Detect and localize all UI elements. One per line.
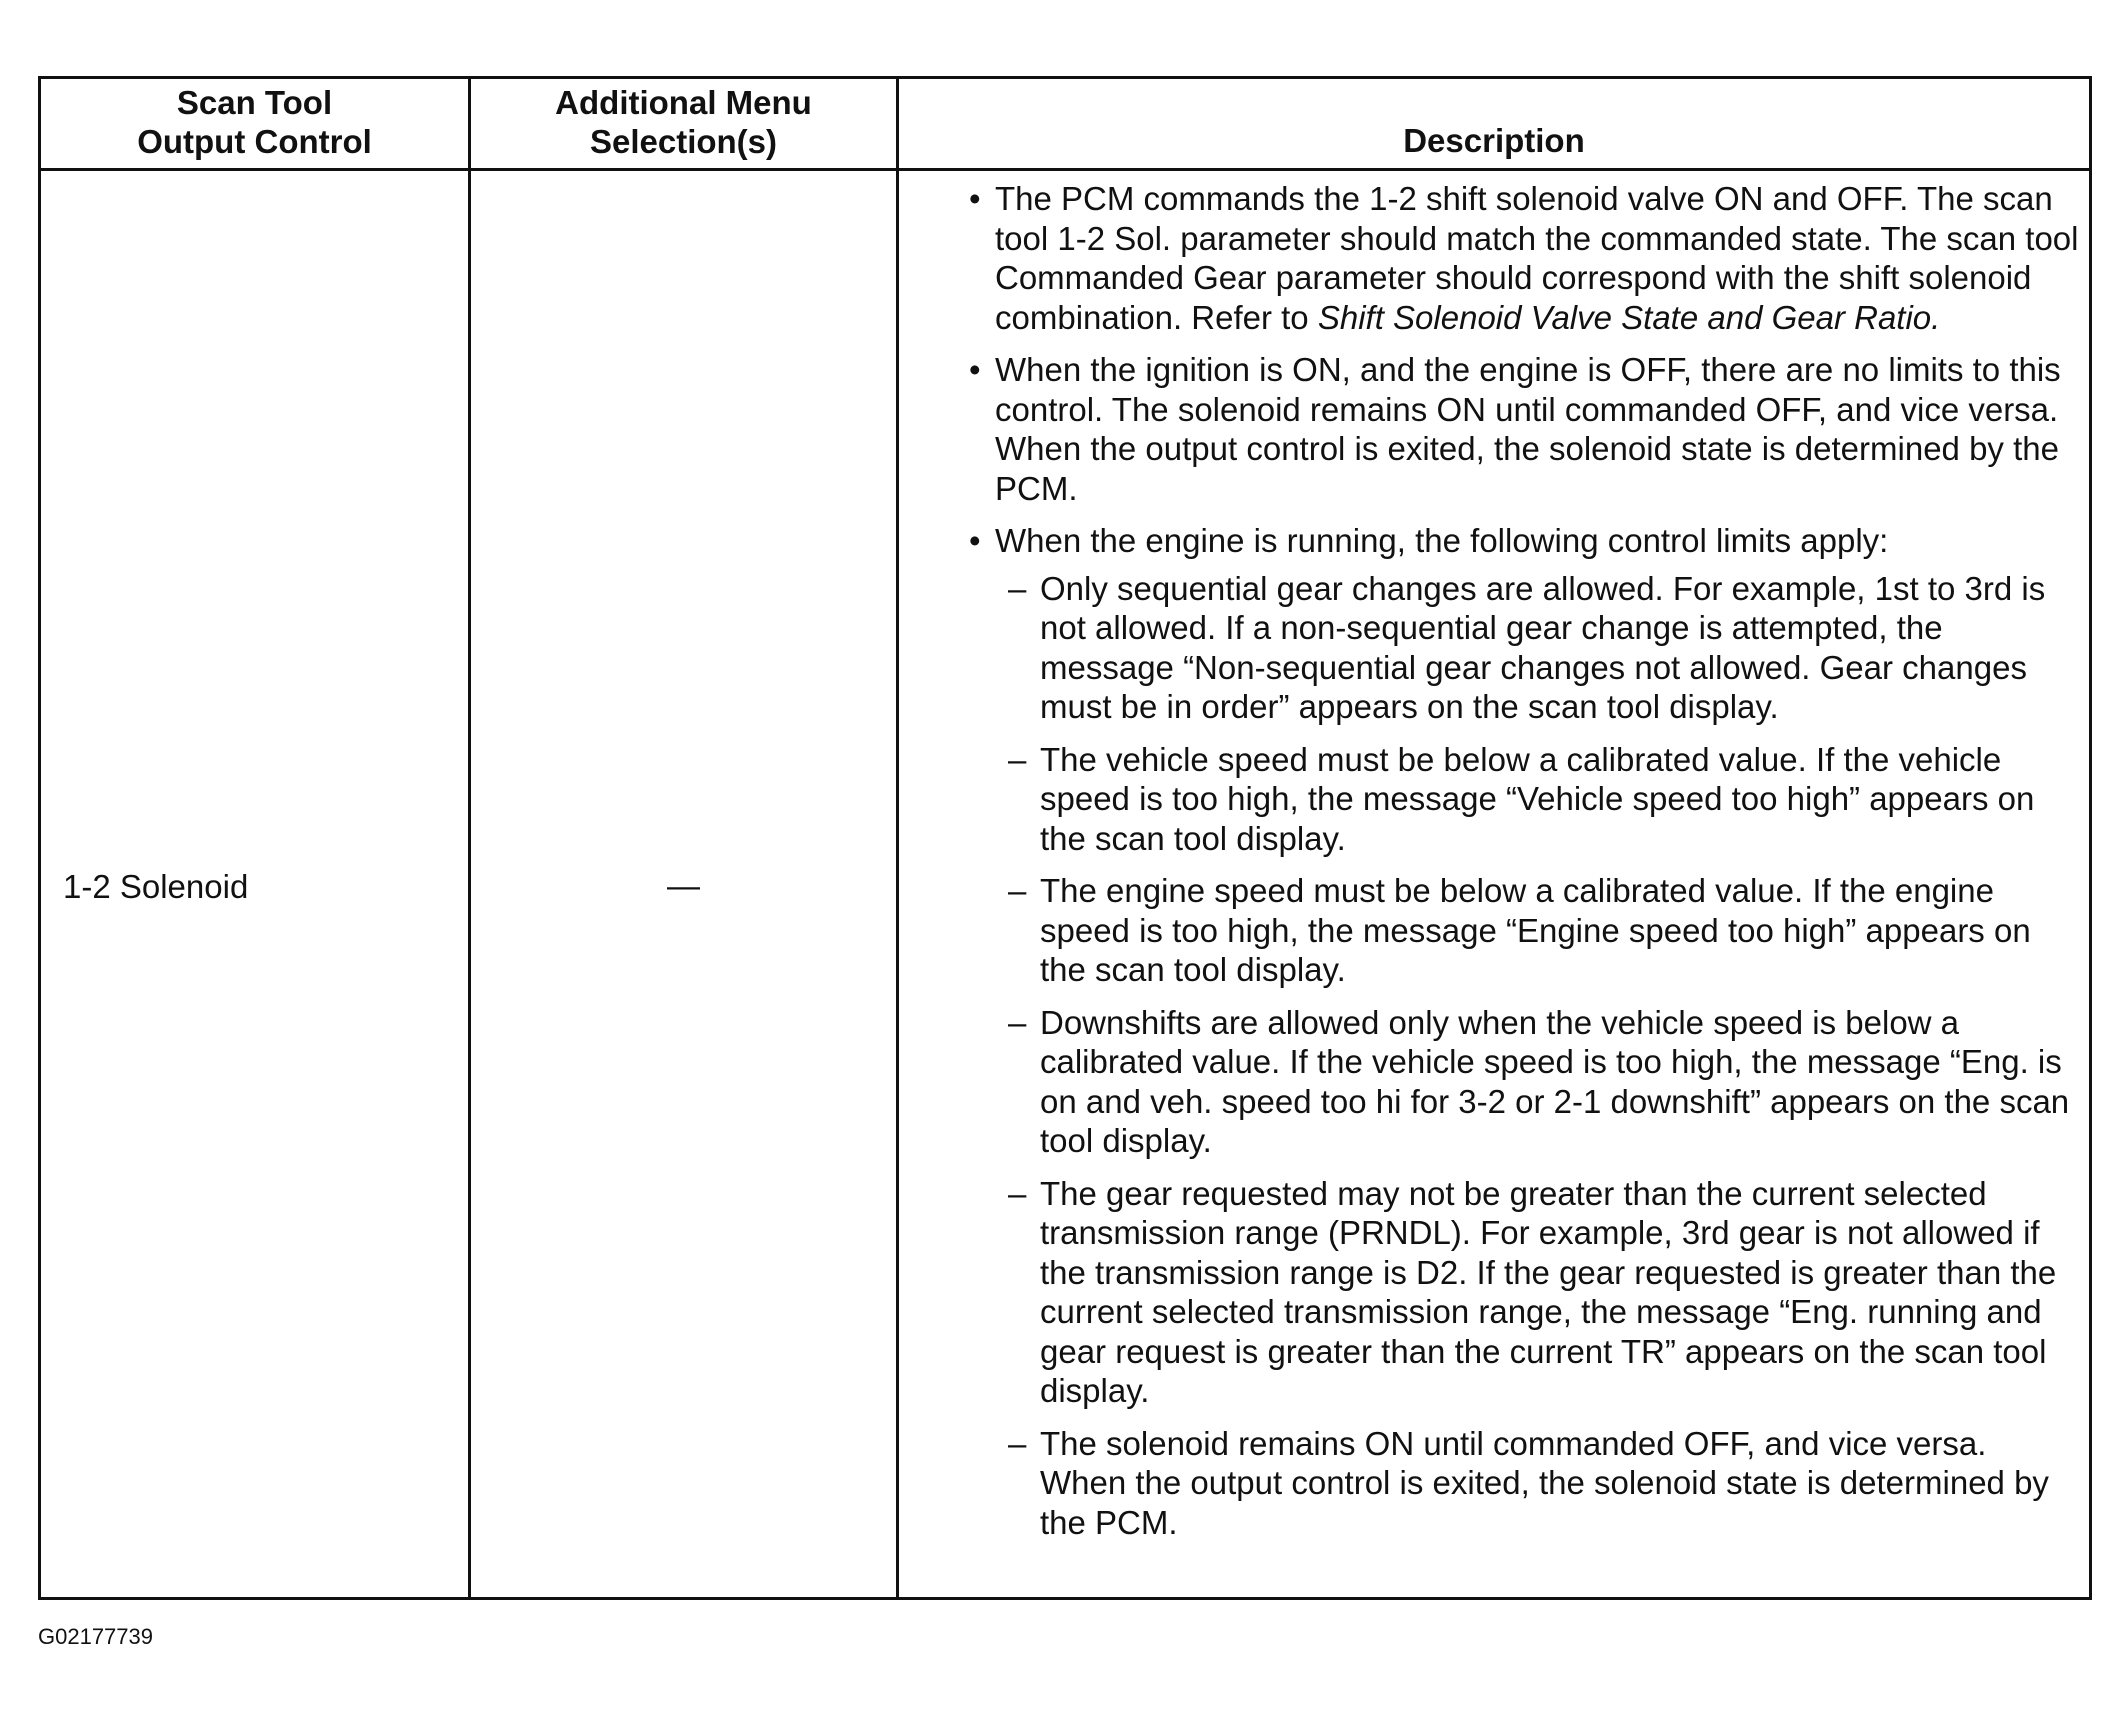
- control-limit-text: The engine speed must be below a calibrated value. If the engine speed is too high, the message “Engine speed too high” appears on the scan tool display.: [1040, 872, 2031, 988]
- control-limit-text: The vehicle speed must be below a calibrated value. If the vehicle speed is too high, the message “Vehicle speed too high” appears on the scan tool display.: [1040, 740, 2035, 857]
- control-limit-item: [1008, 1003, 2079, 1161]
- control-limit-text: The solenoid remains ON until commanded OFF, and vice versa. When the output control is exited, the solenoid state is determined by the PCM.: [1040, 1424, 2049, 1541]
- header-text: Selection(s): [589, 123, 778, 160]
- bullet-text: The PCM commands the 1-2 shift solenoid valve ON and OFF. The scan tool 1-2 Sol. parameter should match the commanded state. The scan tool Commanded Gear parameter should correspond with the shift solenoid combination. Refer to: [995, 180, 2079, 336]
- output-control-cell: [41, 171, 468, 1597]
- control-limit-item: [1008, 569, 2079, 727]
- menu-selection-cell: [471, 171, 896, 1597]
- description-bullet-list: [969, 179, 2079, 1542]
- bullet-text: When the engine is running, the following control limits apply:: [995, 522, 1889, 559]
- control-limit-text: Downshifts are allowed only when the vehicle speed is below a calibrated value. If the vehicle speed is too high, the message “Eng. is on and veh. speed too hi for 3-2 or 2-1 downshift” appears on the scan tool display.: [1040, 1003, 2070, 1159]
- dash-marker: –: [1008, 569, 1027, 607]
- control-limit-item: [1008, 1424, 2079, 1543]
- bullet-marker: •: [969, 522, 981, 559]
- header-text: Scan Tool: [176, 84, 333, 121]
- dash-marker: –: [1008, 1424, 1027, 1462]
- control-limit-item: [1008, 740, 2079, 859]
- bullet-marker: •: [969, 351, 981, 388]
- header-description: [899, 79, 2089, 168]
- description-bullet: [969, 521, 2079, 1542]
- control-limits-list: [995, 569, 2079, 1543]
- dash-marker: –: [1008, 740, 1027, 778]
- control-limit-item: [1008, 871, 2079, 990]
- bullet-marker: •: [969, 180, 981, 217]
- header-additional-menu-selections: [471, 79, 896, 168]
- dash-marker: –: [1008, 1003, 1027, 1041]
- header-text: Output Control: [137, 123, 372, 160]
- header-text: Description: [1403, 122, 1585, 159]
- header-text: Additional Menu: [555, 84, 812, 121]
- bullet-text: When the ignition is ON, and the engine is OFF, there are no limits to this control. The solenoid remains ON until commanded OFF, and vice versa. When the output control is exited, the solenoid state is determined by the PCM.: [995, 351, 2061, 507]
- control-limit-text: Only sequential gear changes are allowed. For example, 1st to 3rd is not allowed. If a non-sequential gear change is attempted, the message “Non-sequential gear changes not allowed. Gear changes must be in order” appears on the scan tool display.: [1040, 569, 2046, 725]
- reference-link-text: Shift Solenoid Valve State and Gear Ratio.: [1317, 298, 1941, 336]
- dash-marker: –: [1008, 872, 1027, 909]
- description-bullet: [969, 350, 2079, 508]
- description-cell: [899, 171, 2089, 1597]
- header-scan-tool-output-control: [41, 79, 468, 168]
- figure-id: G02177739: [38, 1624, 153, 1649]
- solenoid-output-control-table: [38, 76, 2092, 1600]
- output-control-name: 1-2 Solenoid: [63, 868, 249, 905]
- menu-selection-value: —: [667, 867, 700, 904]
- description-bullet: [969, 179, 2079, 337]
- control-limit-item: [1008, 1174, 2079, 1411]
- control-limit-text: The gear requested may not be greater than the current selected transmission range (PRNDL). For example, 3rd gear is not allowed if the transmission range is D2. If the gear requested is greater than the current selected transmission range, the message “Eng. running and gear request is greater than the current TR” appears on the scan tool display.: [1040, 1174, 2057, 1409]
- dash-marker: –: [1008, 1174, 1027, 1212]
